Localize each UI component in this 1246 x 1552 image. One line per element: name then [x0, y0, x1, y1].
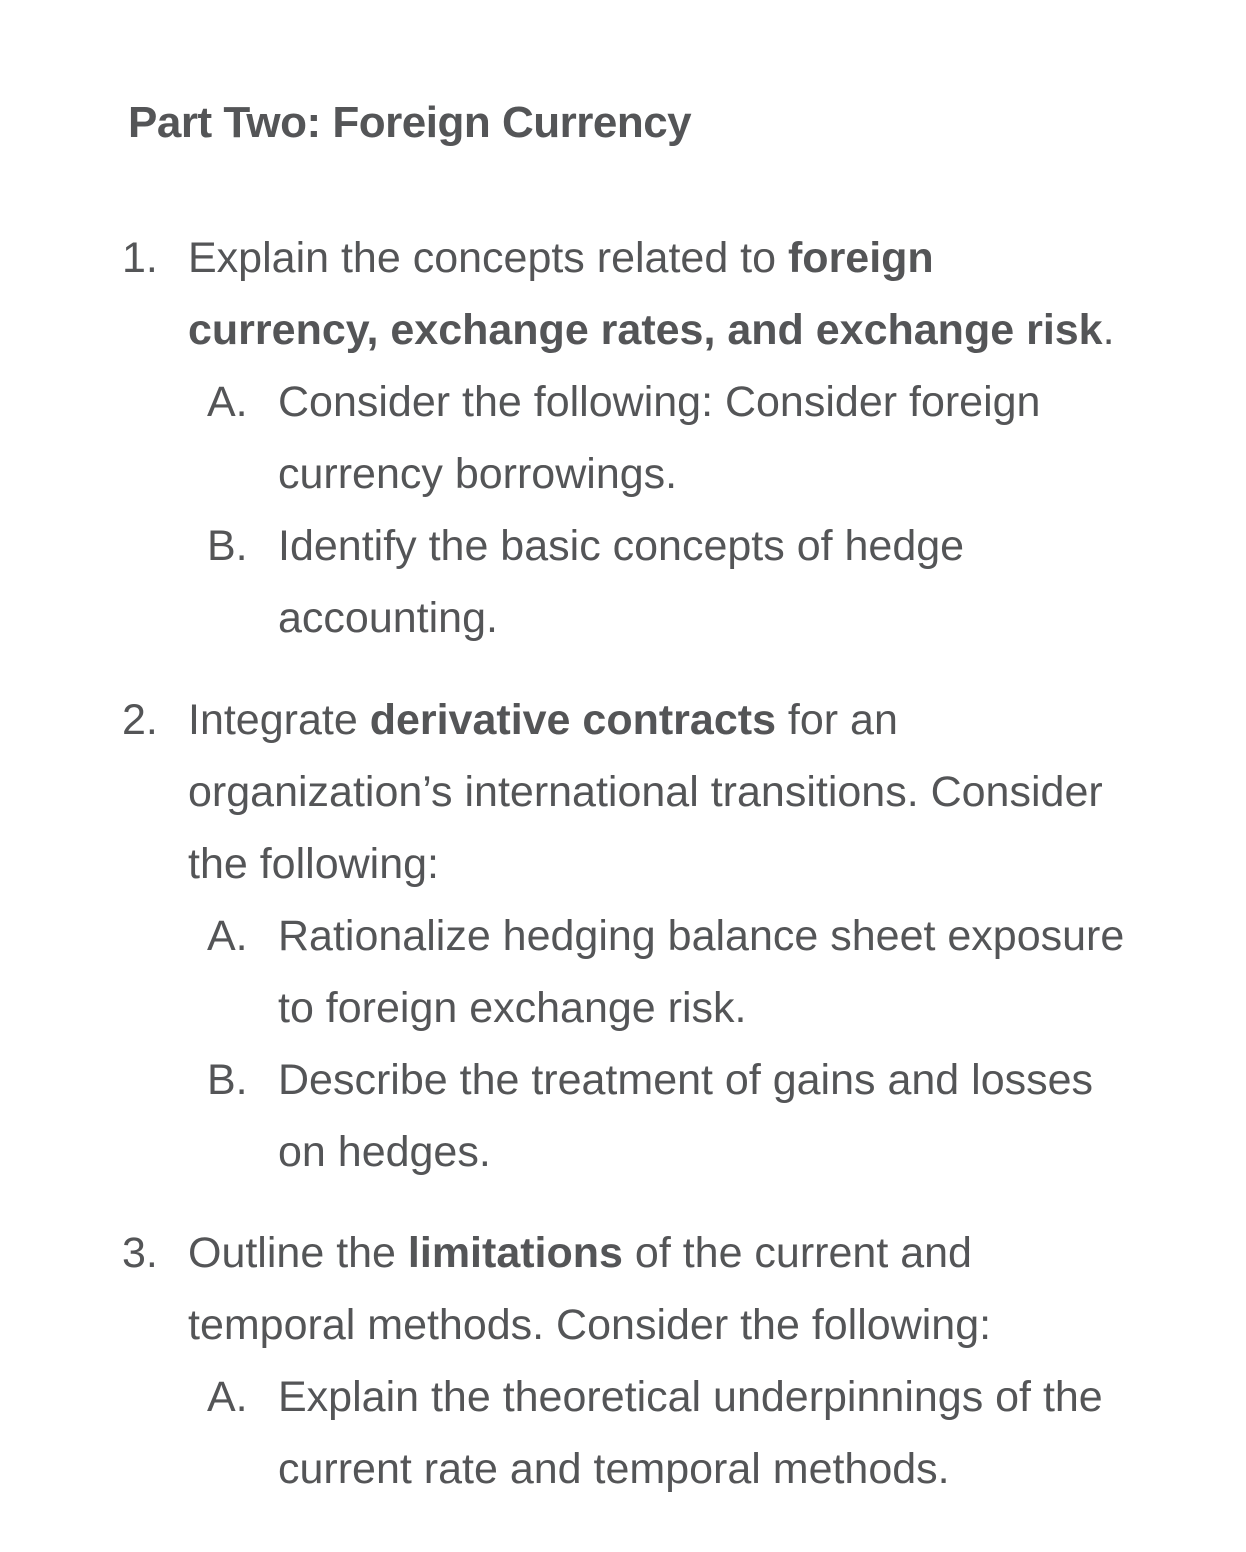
sub-item-letter: A.	[207, 912, 248, 960]
list-item-number: 3.	[122, 1229, 158, 1277]
sub-item-letter: A.	[207, 1373, 248, 1421]
sub-item-text: Identify the basic concepts of hedge accounting.	[278, 522, 965, 642]
sub-item-text: Explain the theoretical underpinnings of the current rate and temporal methods.	[278, 1373, 1103, 1493]
sub-item-text: Describe the treatment of gains and losses on hedges.	[278, 1056, 1094, 1176]
sub-item-letter: A.	[207, 378, 248, 426]
sub-item-text: Consider the following: Consider foreign currency borrowings.	[278, 378, 1041, 498]
page-title: Part Two: Foreign Currency	[128, 98, 692, 147]
sub-item-letter: B.	[207, 522, 248, 570]
list-item-text: Integrate derivative contracts for an organization’s international transitions. Consider the following:	[188, 696, 1103, 888]
list-item-number: 1.	[122, 234, 158, 282]
sub-item-text: Rationalize hedging balance sheet exposure to foreign exchange risk.	[278, 912, 1125, 1032]
list-item-number: 2.	[122, 696, 158, 744]
sub-item-letter: B.	[207, 1056, 248, 1104]
list-item-text: Outline the limitations of the current and temporal methods. Consider the following:	[188, 1229, 992, 1349]
list-item-text: Explain the concepts related to foreign currency, exchange rates, and exchange risk.	[188, 234, 1115, 354]
